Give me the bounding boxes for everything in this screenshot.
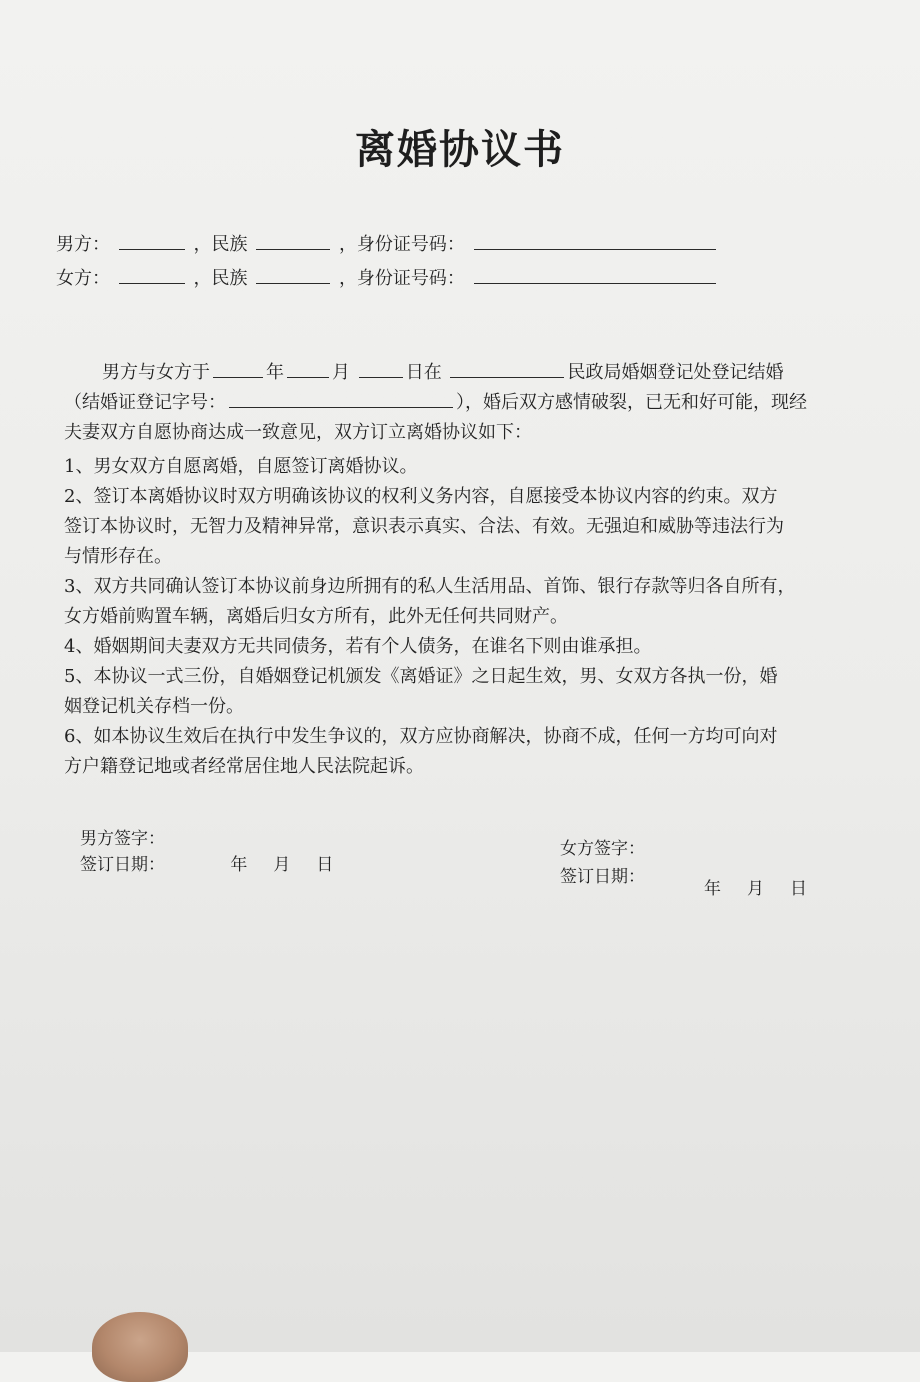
finger-shadow — [92, 1312, 188, 1382]
certificate-number-field[interactable] — [229, 391, 453, 408]
male-label: 男方： — [56, 234, 110, 255]
female-date-label: 签订日期： — [560, 867, 645, 887]
clause-2-line-2: 签订本协议时，无智力及精神异常，意识表示真实、合法、有效。无强迫和威胁等违法行为 — [64, 516, 784, 537]
male-id-field[interactable] — [474, 233, 716, 250]
female-ethnicity-label: ，民族 — [193, 268, 248, 289]
intro-text: （结婚证登记字号： — [64, 392, 226, 413]
male-date-month: 月 — [273, 855, 291, 875]
intro-text: ），婚后双方感情破裂，已无和好可能，现经 — [456, 392, 807, 413]
clause-2-line-1: 2、签订本离婚协议时双方明确该协议的权利义务内容，自愿接受本协议内容的约束。双方 — [64, 486, 778, 507]
male-ethnicity-field[interactable] — [256, 233, 330, 250]
female-info-row — [56, 264, 719, 290]
female-date-year: 年 — [704, 879, 721, 899]
male-date-label: 签订日期： — [80, 855, 165, 875]
bureau-field[interactable] — [450, 361, 564, 378]
female-date-row — [560, 862, 645, 887]
clause-3-line-2: 女方婚前购置车辆，离婚后归女方所有，此外无任何共同财产。 — [64, 606, 568, 627]
female-signature-label: 女方签字： — [560, 839, 645, 859]
intro-line-1 — [64, 358, 874, 388]
clause-3-line-1: 3、双方共同确认签订本协议前身边所拥有的私人生活用品、首饰、银行存款等归各自所有， — [64, 576, 796, 597]
marriage-year-field[interactable] — [213, 361, 263, 378]
clause-4-line-1: 4、婚姻期间夫妻双方无共同债务，若有个人债务，在谁名下则由谁承担。 — [64, 636, 652, 657]
male-id-label: ，身份证号码： — [338, 234, 465, 255]
male-ethnicity-label: ，民族 — [193, 234, 248, 255]
clause-1-line-1: 1、男女双方自愿离婚，自愿签订离婚协议。 — [64, 456, 418, 477]
male-name-field[interactable] — [119, 233, 185, 250]
female-ethnicity-field[interactable] — [256, 267, 330, 284]
clause-5-line-1: 5、本协议一式三份，自婚姻登记机颁发《离婚证》之日起生效，男、女双方各执一份，婚 — [64, 666, 778, 687]
male-date-row — [80, 850, 359, 875]
male-date-parts — [230, 855, 359, 875]
intro-text: 民政局婚姻登记处登记结婚 — [567, 362, 784, 383]
intro-text: 月 — [332, 362, 350, 383]
intro-line-2 — [64, 388, 874, 418]
female-date-month: 月 — [747, 879, 764, 899]
male-info-row — [56, 230, 719, 256]
intro-text: 年 — [266, 362, 284, 383]
female-id-label: ，身份证号码： — [338, 268, 465, 289]
marriage-month-field[interactable] — [287, 361, 329, 378]
clause-6-line-2: 方户籍登记地或者经常居住地人民法院起诉。 — [64, 756, 424, 777]
clause-6-line-1: 6、如本协议生效后在执行中发生争议的，双方应协商解决，协商不成，任何一方均可向对 — [64, 726, 778, 747]
female-id-field[interactable] — [474, 267, 716, 284]
male-date-day: 日 — [316, 855, 334, 875]
clause-list — [64, 452, 874, 782]
intro-text: 日在 — [405, 362, 442, 383]
clause-2-line-3: 与情形存在。 — [64, 546, 172, 567]
female-date-parts — [704, 874, 833, 899]
female-date-day: 日 — [790, 879, 807, 899]
clause-5-line-2: 姻登记机关存档一份。 — [64, 696, 244, 717]
male-signature-label: 男方签字： — [80, 829, 165, 849]
intro-line-3: 夫妻双方自愿协商达成一致意见，双方订立离婚协议如下： — [64, 422, 532, 443]
intro-text: 男方与女方于 — [102, 362, 210, 383]
female-name-field[interactable] — [119, 267, 185, 284]
intro-paragraph — [64, 358, 874, 448]
marriage-day-field[interactable] — [359, 361, 403, 378]
document-title: 离婚协议书 — [355, 127, 565, 173]
female-label: 女方： — [56, 268, 110, 289]
male-date-year: 年 — [230, 855, 248, 875]
